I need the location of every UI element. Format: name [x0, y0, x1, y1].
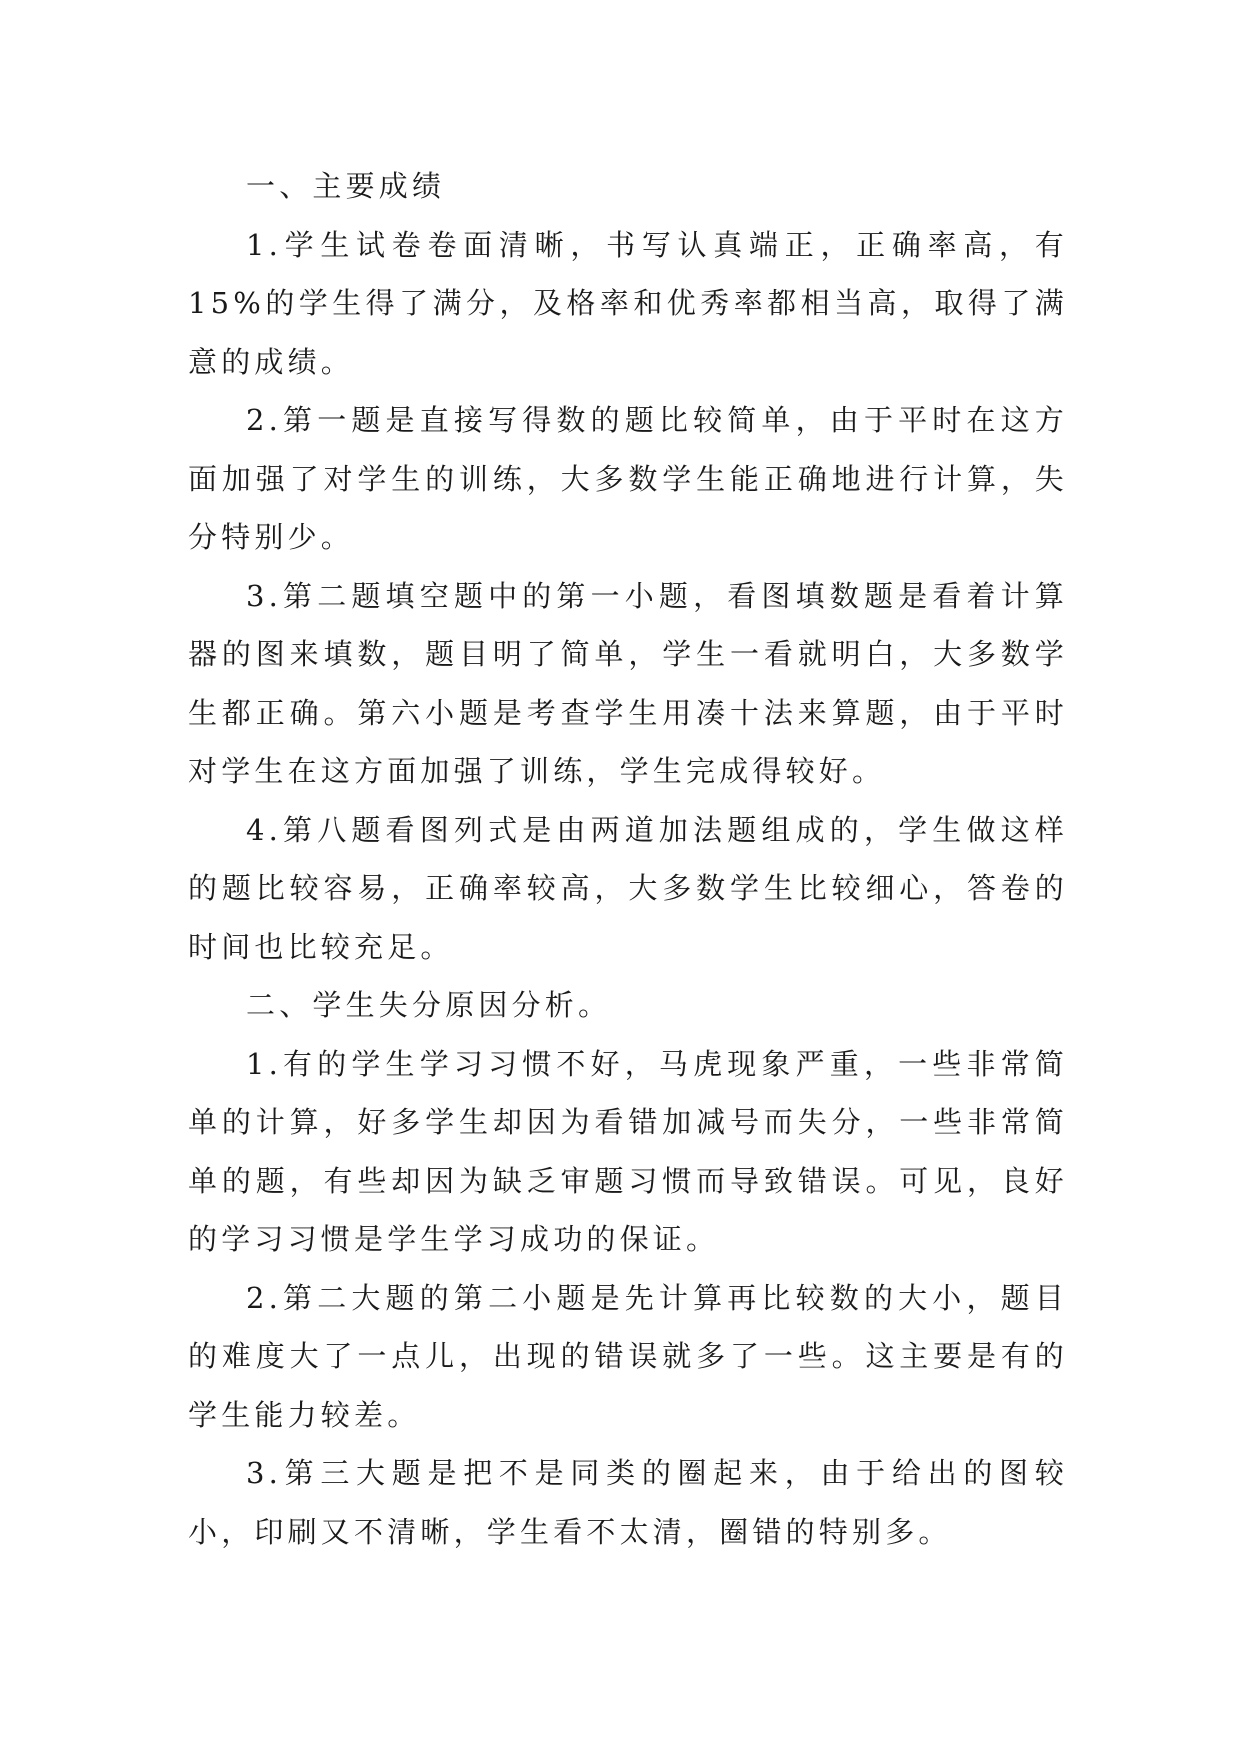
paragraph-analysis-1: 1.有的学生学习习惯不好，马虎现象严重，一些非常简单的计算，好多学生却因为看错加减号而失分，一些非常简单的题，有些却因为缺乏审题习惯而导致错误。可见，良好的学习习惯是学生学习成功的保证。 — [188, 1046, 1068, 1256]
paragraph-achievement-4: 4.第八题看图列式是由两道加法题组成的，学生做这样的题比较容易，正确率较高，大多数学生比较细心，答卷的时间也比较充足。 — [188, 812, 1068, 964]
paragraph-analysis-3: 3.第三大题是把不是同类的圈起来，由于给出的图较小，印刷又不清晰，学生看不太清，圈错的特别多。 — [188, 1456, 1068, 1549]
paragraph-achievement-3: 3.第二题填空题中的第一小题，看图填数题是看着计算器的图来填数，题目明了简单，学生一看就明白，大多数学生都正确。第六小题是考查学生用凑十法来算题，由于平时对学生在这方面加强了训练，学生完成得较好。 — [188, 578, 1068, 788]
paragraph-achievement-2: 2.第一题是直接写得数的题比较简单，由于平时在这方面加强了对学生的训练，大多数学生能正确地进行计算，失分特别少。 — [188, 403, 1068, 554]
paragraph-achievement-1: 1.学生试卷卷面清晰，书写认真端正，正确率高，有15%的学生得了满分，及格率和优秀率都相当高，取得了满意的成绩。 — [188, 227, 1068, 379]
document-body — [188, 157, 1068, 1561]
paragraph-analysis-2: 2.第二大题的第二小题是先计算再比较数的大小，题目的难度大了一点儿，出现的错误就多了一些。这主要是有的学生能力较差。 — [188, 1280, 1068, 1432]
section-heading-achievements: 一、主要成绩 — [246, 169, 446, 203]
section-heading-analysis: 二、学生失分原因分析。 — [246, 988, 612, 1022]
